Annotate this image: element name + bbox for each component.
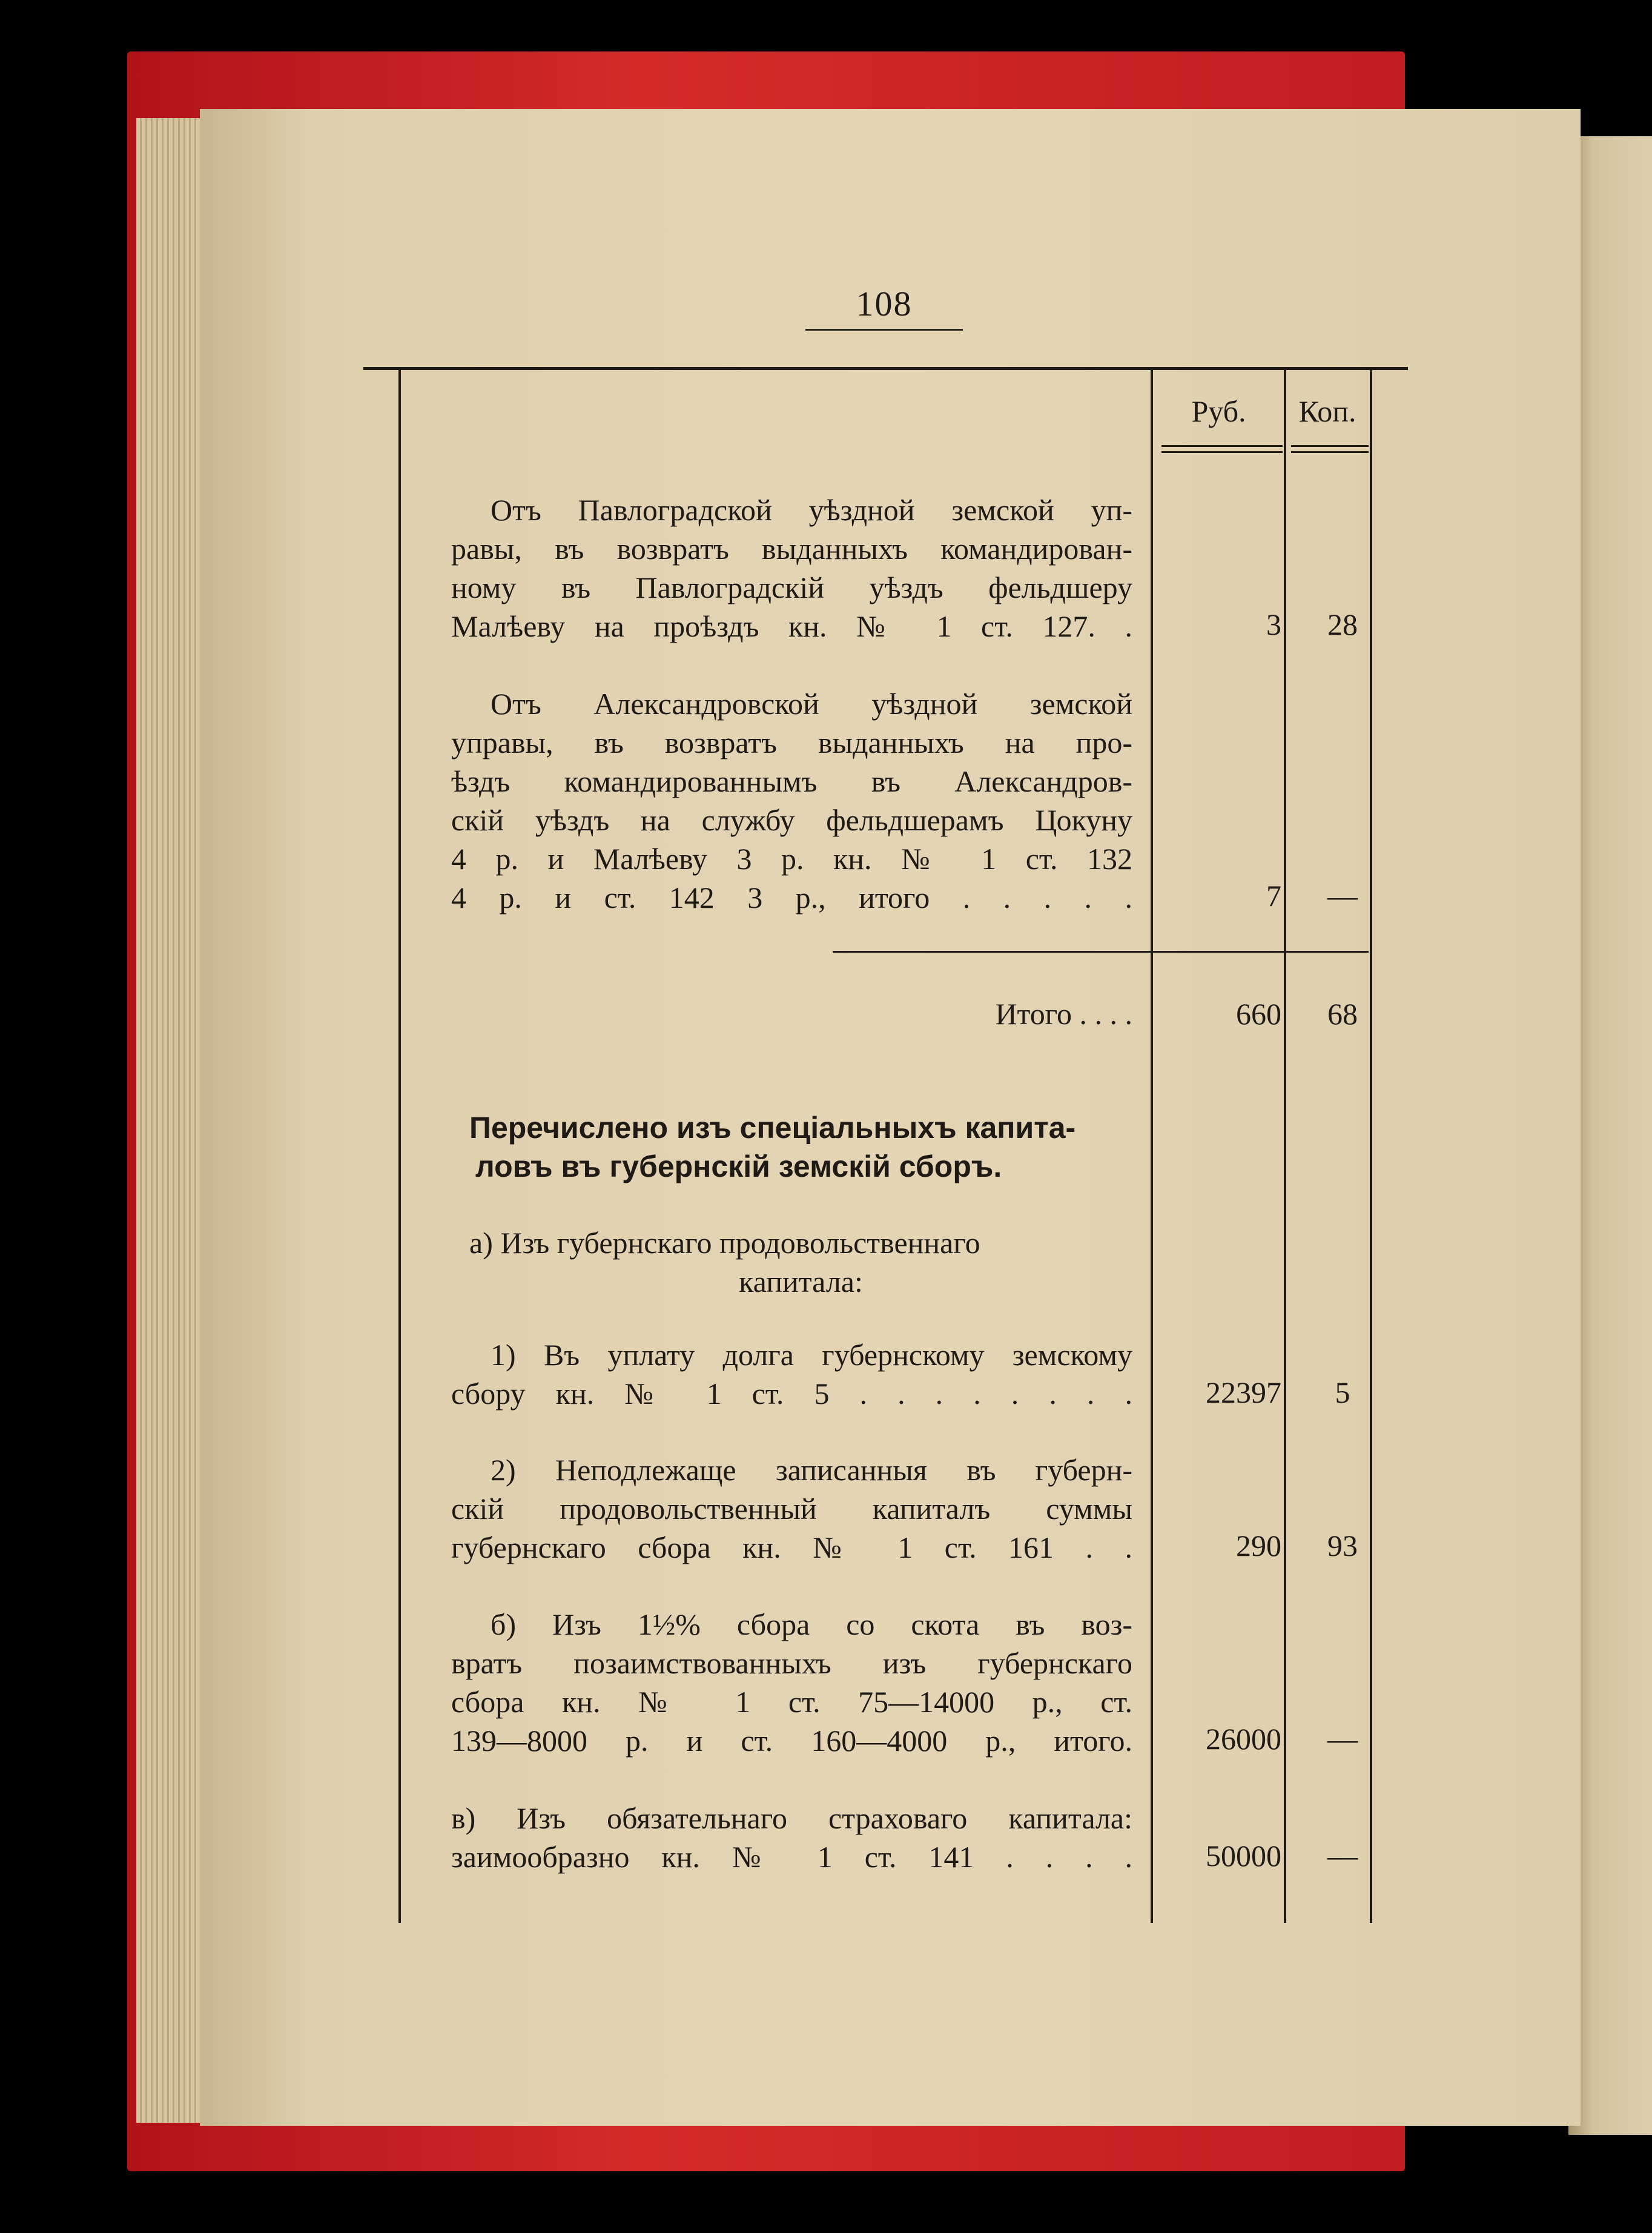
item-line: заимообразно кн. № 1 ст. 141 . . . . bbox=[451, 1840, 1132, 1874]
entry-line: ному въ Павлоградскій уѣздъ фельдшеру bbox=[451, 571, 1132, 604]
item-rub: 26000 bbox=[1206, 1722, 1281, 1756]
entry-line: ѣздъ командированнымъ въ Александров- bbox=[451, 764, 1132, 798]
item-line: губернскаго сбора кн. № 1 ст. 161 . . bbox=[451, 1530, 1132, 1564]
subsection-a-heading bbox=[469, 1223, 1132, 1301]
item-rub: 290 bbox=[1236, 1529, 1281, 1563]
entry-line: 4 р. и ст. 142 3 р., итого . . . . . bbox=[451, 881, 1132, 915]
entry-line: скій уѣздъ на службу фельдшерамъ Цокуну bbox=[451, 803, 1132, 837]
item-line: вратъ позаимствованныхъ изъ губернскаго bbox=[451, 1646, 1132, 1680]
column-divider-rub bbox=[1151, 369, 1153, 1923]
section-heading bbox=[469, 1108, 1132, 1186]
entry-pavlograd bbox=[451, 491, 1132, 646]
item-line: сбора кн. № 1 ст. 75—14000 р., ст. bbox=[451, 1685, 1132, 1719]
item-rub: 22397 bbox=[1206, 1375, 1281, 1409]
item-kop: — bbox=[1327, 1722, 1358, 1756]
entry-line: Малѣеву на проѣздъ кн. № 1 ст. 127. . bbox=[451, 609, 1132, 643]
item-kop: 93 bbox=[1327, 1529, 1358, 1563]
item-kop: — bbox=[1327, 1839, 1358, 1873]
item-line: 2) Неподлежаще записанныя въ губерн- bbox=[491, 1453, 1132, 1487]
entry-line: равы, въ возвратъ выданныхъ командирован- bbox=[451, 532, 1132, 566]
heading-line: ловъ въ губернскій земскій сборъ. bbox=[475, 1150, 1002, 1183]
entry-line: управы, въ возвратъ выданныхъ на про- bbox=[451, 726, 1132, 759]
item-b bbox=[451, 1605, 1132, 1760]
table-right-border bbox=[1370, 369, 1372, 1923]
entry-rub: 3 bbox=[1266, 607, 1281, 641]
item-line: 1) Въ уплату долга губернскому земскому bbox=[491, 1338, 1132, 1372]
entry-kop: — bbox=[1327, 879, 1358, 913]
header-underline-rub-2 bbox=[1161, 451, 1283, 453]
item-1 bbox=[451, 1335, 1132, 1413]
subtotal-rule bbox=[833, 951, 1369, 953]
page-number: 108 bbox=[856, 284, 913, 323]
item-line: сбору кн. № 1 ст. 5 . . . . . . . . bbox=[451, 1377, 1132, 1411]
header-underline-kop-2 bbox=[1291, 451, 1369, 453]
heading-line: Перечислено изъ спеціальныхъ капита- bbox=[469, 1111, 1076, 1145]
subsection-line: капитала: bbox=[739, 1265, 863, 1298]
item-line: б) Изъ 1½% сбора со скота въ воз- bbox=[491, 1607, 1132, 1641]
total-rub: 660 bbox=[1236, 997, 1281, 1031]
column-header-rub: Руб. bbox=[1191, 394, 1246, 428]
item-2 bbox=[451, 1451, 1132, 1567]
table-top-rule bbox=[363, 367, 1408, 370]
total-label: Итого . . . . bbox=[995, 997, 1132, 1031]
subsection-line: а) Изъ губернскаго продовольственнаго bbox=[469, 1226, 980, 1260]
entry-aleksandrovsk bbox=[451, 684, 1132, 917]
entry-line: 4 р. и Малѣеву 3 р. кн. № 1 ст. 132 bbox=[451, 842, 1132, 876]
facing-page-edge bbox=[1568, 136, 1652, 2135]
page-number-rule bbox=[805, 329, 963, 331]
item-line: 139—8000 р. и ст. 160—4000 р., итого. bbox=[451, 1724, 1132, 1758]
table-left-border bbox=[398, 369, 401, 1923]
header-underline-kop bbox=[1291, 445, 1369, 447]
item-kop: 5 bbox=[1335, 1375, 1350, 1409]
entry-line: Отъ Александровской уѣздной земской bbox=[491, 687, 1132, 721]
item-v bbox=[451, 1799, 1132, 1876]
entry-kop: 28 bbox=[1327, 607, 1358, 641]
item-line: скій продовольственный капиталъ суммы bbox=[451, 1492, 1132, 1526]
entry-line: Отъ Павлоградской уѣздной земской уп- bbox=[491, 493, 1132, 527]
total-kop: 68 bbox=[1327, 997, 1358, 1031]
item-rub: 50000 bbox=[1206, 1839, 1281, 1873]
column-divider-kop bbox=[1284, 369, 1286, 1923]
item-line: в) Изъ обязательнаго страховаго капитала: bbox=[451, 1801, 1132, 1835]
entry-rub: 7 bbox=[1266, 879, 1281, 913]
column-header-kop: Коп. bbox=[1298, 394, 1356, 428]
header-underline-rub bbox=[1161, 445, 1283, 447]
